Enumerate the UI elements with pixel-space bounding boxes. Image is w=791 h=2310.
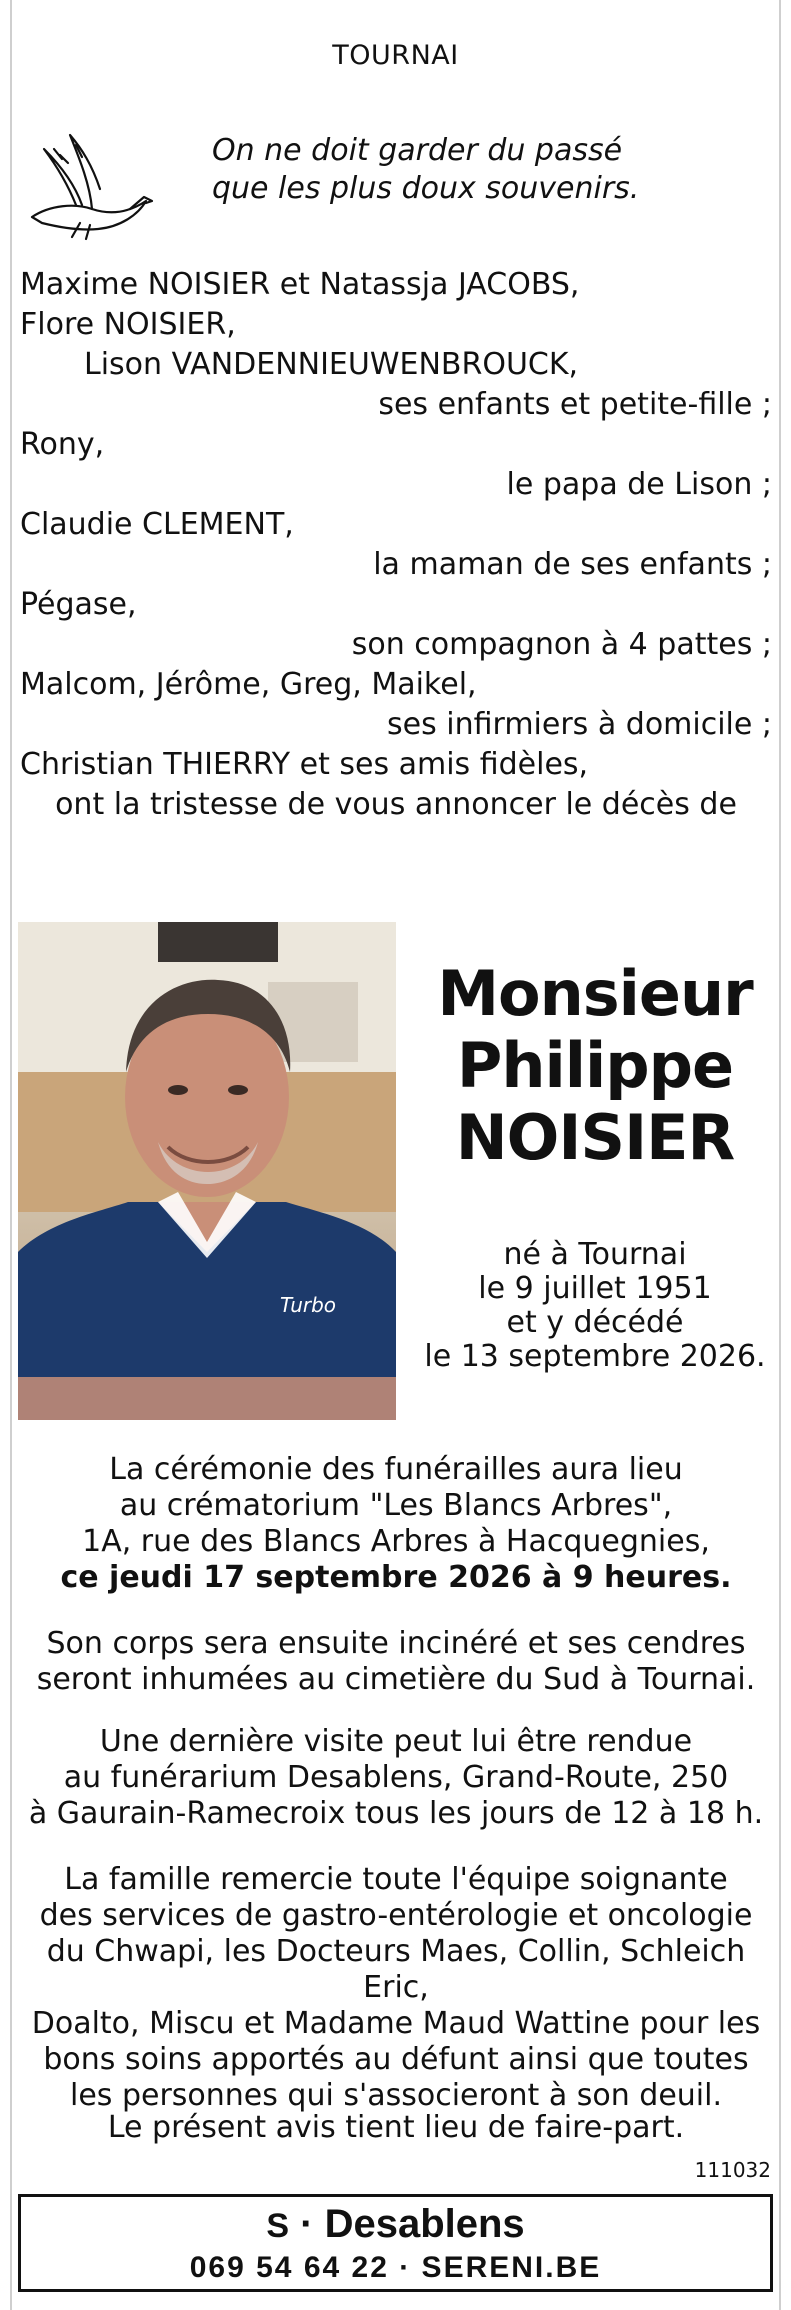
portrait-illustration [18,922,396,1420]
ceremony-paragraph [20,1452,772,1596]
family-line: la maman de ses enfants ; [373,547,772,582]
family-line: ses enfants et petite-fille ; [378,387,772,422]
visit-line: Une dernière visite peut lui être rendue [99,1724,693,1759]
reference-number: 111032 [694,2158,771,2182]
city-heading: TOURNAI [332,40,459,71]
brand-name: Desablens [324,2202,525,2246]
visit-paragraph [20,1724,772,1832]
funeral-home-footer [18,2194,773,2292]
cremation-line: seront inhumées au cimetière du Sud à Tournai. [36,1662,756,1697]
birth-line: né à Tournai [503,1237,687,1272]
thanks-line: Doalto, Miscu et Madame Maud Wattine pour les [31,2006,761,2041]
thanks-line: bons soins apportés au défunt ainsi que toutes [43,2042,749,2077]
quote-line-2: que les plus doux souvenirs. [212,171,640,206]
ceremony-line: au crématorium "Les Blancs Arbres", [119,1488,673,1523]
family-line: Lison VANDENNIEUWENBROUCK, [84,347,579,382]
quote [212,132,639,208]
ceremony-line: La cérémonie des funérailles aura lieu [109,1452,683,1487]
visit-line: à Gaurain-Ramecroix tous les jours de 12 à 18 h. [28,1796,764,1831]
birth-line: le 9 juillet 1951 [478,1271,712,1306]
thanks-line: les personnes qui s'associeront à son deuil. [69,2078,723,2113]
funeral-home-brand [21,2201,770,2249]
dove-icon [20,105,160,245]
birth-line: le 13 septembre 2026. [424,1339,766,1374]
family-line: Malcom, Jérôme, Greg, Maikel, [20,667,477,702]
shirt-logo-text: Turbo [280,1293,337,1317]
family-list [20,265,772,825]
visit-line: au funérarium Desablens, Grand-Route, 250 [63,1760,729,1795]
family-line: le papa de Lison ; [506,467,772,502]
thanks-line: du Chwapi, les Docteurs Maes, Collin, Schleich Eric, [46,1934,746,2005]
brand-separator: · [300,2202,314,2246]
family-line: Rony, [20,427,105,462]
deceased-name [420,958,770,1174]
family-line: Christian THIERRY et ses amis fidèles, [20,747,589,782]
quote-line-1: On ne doit garder du passé [212,133,623,168]
deceased-first-name: Philippe [456,1029,734,1102]
ceremony-date: ce jeudi 17 septembre 2026 à 9 heures. [60,1560,732,1595]
thanks-paragraph [20,1862,772,2114]
family-line: Pégase, [20,587,137,622]
portrait-photo [18,922,396,1420]
cremation-line: Son corps sera ensuite incinéré et ses cendres [46,1626,746,1661]
deceased-last-name: NOISIER [455,1101,735,1174]
birth-death-info [420,1238,770,1374]
footer-contact: 069 54 64 22 · SERENI.BE [189,2251,602,2284]
notice-text: Le présent avis tient lieu de faire-part. [107,2110,685,2145]
thanks-line: La famille remercie toute l'équipe soignante [64,1862,728,1897]
deceased-title: Monsieur [437,957,753,1030]
sereni-logo-icon: S [266,2207,289,2245]
family-line: Maxime NOISIER et Natassja JACOBS, [20,267,580,302]
ceremony-line: 1A, rue des Blancs Arbres à Hacquegnies, [82,1524,710,1559]
family-line: ses infirmiers à domicile ; [387,707,772,742]
family-line: Claudie CLEMENT, [20,507,294,542]
family-line: son compagnon à 4 pattes ; [351,627,772,662]
birth-line: et y décédé [506,1305,684,1340]
cremation-paragraph [20,1626,772,1698]
family-line: ont la tristesse de vous annoncer le décès de [55,787,737,822]
family-line: Flore NOISIER, [20,307,236,342]
thanks-line: des services de gastro-entérologie et oncologie [39,1898,753,1933]
